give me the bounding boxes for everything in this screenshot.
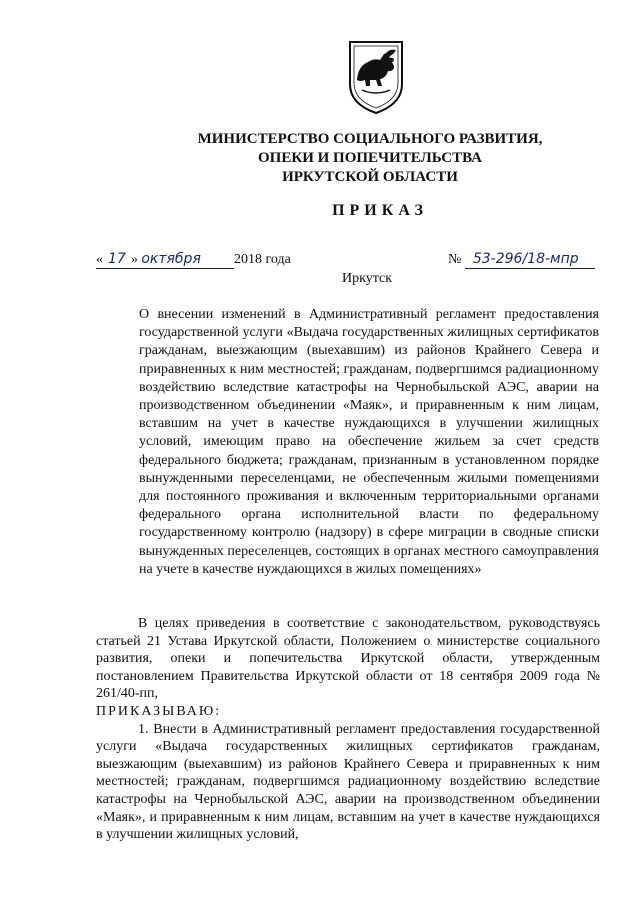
ministry-line-1: МИНИСТЕРСТВО СОЦИАЛЬНОГО РАЗВИТИЯ, (197, 131, 543, 147)
quote-close: » (130, 252, 138, 267)
subject-text: О внесении изменений в Административный регламент предоставления государственной услуги «Выдача государственных жилищных сертификатов гражданам, выезжающим (выехавшим) из районов Крайнего Севера и приравненных к ним местностей; гражданам, подвергшимся радиационному воздействию вследствие катастрофы на Чернобыльской АЭС, аварии на производственном объединении «Маяк», и приравненным к ним лицам, вставшим на учет в качестве нуждающихся в улучшении жилищных условий, имеющим право на обеспечение жильем за счет средств федерального бюджета; гражданам, признанным в установленном порядке вынужденными переселенцами, не обеспеченным жилыми помещениями для постоянного проживания и включенным территориальными органами федерального органа исполнительной власти по федеральному государственному контролю (надзору) в сфере миграции в сводные списки вынужденных переселенцев, состоящих в органах местного самоуправления на учете в качестве нуждающихся в жилых помещениях» (139, 307, 599, 577)
year-text: 2018 года (234, 252, 291, 267)
ministry-line-3: ИРКУТСКОЙ ОБЛАСТИ (282, 169, 458, 185)
document-title: ПРИКАЗ (332, 202, 428, 219)
ministry-line-2: ОПЕКИ И ПОПЕЧИТЕЛЬСТВА (258, 150, 482, 166)
item-1-paragraph: 1. Внести в Административный регламент предоставления государственной услуги «Выдача государственных жилищных сертификатов гражданам, выезжающим (выехавшим) из районов Крайнего Севера и приравненных к ним местностей; гражданам, подвергшимся радиационному воздействию вследствие катастрофы на Чернобыльской АЭС, аварии на производственном объединении «Маяк», и приравненным к ним лицам, вставшим на учет в качестве нуждающихся в улучшении жилищных условий, (96, 721, 600, 843)
city: Иркутск (342, 271, 393, 286)
order-word (96, 703, 600, 721)
order-subject (139, 306, 599, 579)
quote-open: « (96, 252, 103, 267)
coat-of-arms-icon (344, 38, 408, 116)
handwritten-month: октября (141, 251, 201, 267)
date-underline (96, 251, 234, 269)
order-date (96, 251, 291, 269)
preamble-paragraph: В целях приведения в соответствие с законодательством, руководствуясь статьей 21 Устава Иркутской области, Положением о министерстве социального развития, опеки и попечительства Иркутской области, утвержденным постановлением Правительства Иркутской области от 18 сентября 2009 года № 261/40-пп, (96, 616, 600, 702)
handwritten-number: 53-296/18-мпр (472, 251, 579, 267)
number-underline (465, 251, 595, 269)
handwritten-day: 17 (108, 251, 126, 267)
order-number (448, 251, 595, 269)
ministry-header (150, 130, 590, 187)
number-sign: № (448, 252, 462, 267)
order-body (96, 615, 600, 844)
order-word-text: ПРИКАЗЫВАЮ: (96, 703, 222, 719)
